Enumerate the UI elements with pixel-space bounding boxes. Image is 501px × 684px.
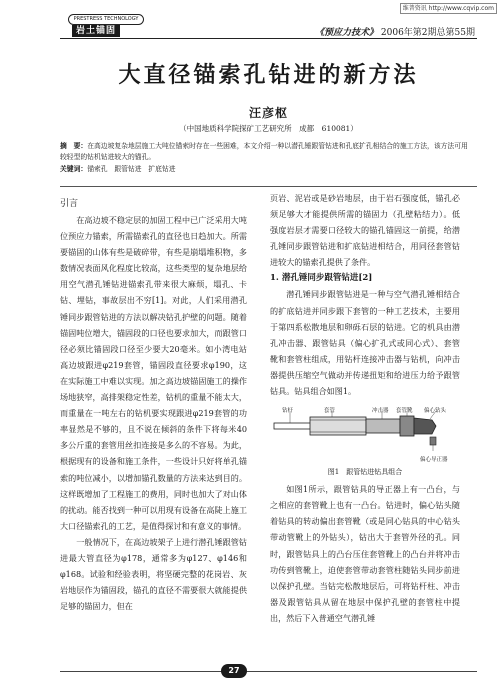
keywords-text: 锚索孔 跟管钻进 扩底钻进 xyxy=(87,165,176,173)
watermark: 维普资讯 http://www.cqvip.com xyxy=(400,3,497,14)
issue-info: 2006年第2期总第55期 xyxy=(380,28,475,38)
figure-label-guide: 偏心导正器 xyxy=(420,457,448,464)
footer-rule xyxy=(60,671,477,672)
intro-paragraph-1: 在高边坡不稳定层的加固工程中已广泛采用大吨位预应力锚索，所需锚索孔的直径也日趋加大。所需要锚固的山体有些是破碎带，有些是崩塌堆积物，多数情况表面风化程度比较高，这些类型的复杂地层给用空气潜孔锤钻进锚索孔带来很大麻烦，塌孔、卡钻、埋钻，事故层出不穷[1]。对此，人们采用潜孔锤同步跟管钻进的方法以解决钻孔护壁的问题。随着锚固吨位增大，锚固段的口径也要求加大，而跟管口径必须比锚固段口径至少要大20毫米。如小湾电站高边坡跟进φ219套管，锚固段直径要求φ190，这在实际施工中难以实现。加之高边坡锚固施工的操作场地狭窄，高排架稳定性差，钻机的重量不能太大，而重量在一吨左右的钻机要实现跟进φ219套管的功率显然是不够的，且不说在倾斜的条件下将每米40多公斤重的套管用丝扣连接是多么的不容易。为此，根据现有的设备和施工条件，一些设计只好将单孔锚索的吨位减小，以增加锚孔数量的方法来达到目的。这样既增加了工程施工的费用，同时也加大了对山体的扰动。能否找到一种可以用现有设备在高陡上施工大口径锚索孔的工艺，是值得探讨和有意义的事情。 xyxy=(60,215,247,531)
intro-paragraph-2: 一般情况下，在高边坡架子上进行潜孔锤跟管钻进最大管直径为φ178，通常多为φ127、φ146和φ168。试验和经验表明，将坚硬完整的花岗岩、灰岩地层作为锚固段，锚孔的直径不需要很大就能提供足够的锚固力，但在 xyxy=(60,536,247,612)
figure-1-caption: 图1 跟管钻进钻具组合 xyxy=(327,468,403,477)
article-title: 大直径锚索孔钻进的新方法 xyxy=(118,62,419,88)
keywords xyxy=(60,164,471,175)
right-column xyxy=(270,190,460,626)
abstract-text: 在高边坡复杂地层施工大吨位锚索时存在一些困难，本文介绍一种以潜孔锤跟管钻进和孔底扩孔相结合的施工方法，该方法可用较轻型的钻机钻进较大的锚孔。 xyxy=(60,142,468,161)
section-1-paragraph-1: 潜孔锤同步跟管钻进是一种与空气潜孔锤相结合的扩底钻进并同步跟下套管的一种工艺技术，主要用于第四系松散地层和卵砾石层的钻进。它的机具由潜孔冲击器、跟管钻具（偏心扩孔式或同心式）、套管靴和套管柱组成，用钻杆连接冲击器与钻机，向冲击器提供压缩空气做动并传递扭矩和给进压力给予跟管钻具。钻具组合如图1。 xyxy=(270,289,460,397)
figure-label-rod: 钻杆 xyxy=(282,408,294,415)
section-1-paragraph-2: 如图1所示，跟管钻具的导正器上有一凸台，与之相应的套管靴上也有一凸台。钻进时，偏心钻头随着钻具的转动偏出套管靴（或是同心钻具的中心钻头带动管靴上的外钻头），钻出大于套管外径的孔。同时，跟管钻具上的凸台压住套管靴上的凸台并将冲击功传到管靴上，迫使套管带动套管柱随钻头同步前进以保护孔壁。当钻完松散地层后，可将钻杆柱、冲击器及跟管钻具从留在地层中保护孔壁的套管柱中提出，然后下入普通空气潜孔锤 xyxy=(270,484,460,623)
figure-label-shoe: 套管靴 xyxy=(396,408,413,415)
logo-column-name: 岩土锚固 xyxy=(72,25,120,37)
figure-label-hammer: 冲击器 xyxy=(372,408,389,415)
abstract-rule xyxy=(60,186,477,187)
continued-paragraph: 页岩、泥岩或是砂岩地层，由于岩石强度低，锚孔必须足够大才能提供所需的锚固力（孔壁粘结力）。低强度岩层才需要口径较大的锚孔锚固这一前提，给潜孔锤同步跟管钻进和扩底钻进相结合，用同径套管钻进较大的锚索孔提供了条件。 xyxy=(270,193,460,268)
figure-label-bit: 偏心钻头 xyxy=(424,408,447,415)
abstract-block xyxy=(60,141,471,175)
section-heading-1: 1. 潜孔锤同步跟管钻进[2] xyxy=(270,273,373,284)
page-number: 27 xyxy=(221,664,247,678)
keywords-label: 关键词： xyxy=(60,165,88,173)
left-column xyxy=(60,196,247,614)
journal-issue xyxy=(315,25,475,38)
figure-1 xyxy=(270,401,460,465)
article-author: 汪彦枢 xyxy=(248,106,288,120)
figure-label-casing: 套管 xyxy=(324,408,336,415)
header-rule xyxy=(60,38,477,39)
logo-tag: PRESTRESS TECHNOLOGY xyxy=(68,14,144,25)
abstract xyxy=(60,141,471,163)
author-affiliation: （中国地质科学院探矿工艺研究所 成都 610081） xyxy=(179,124,358,133)
journal-name: 《预应力技术》 xyxy=(315,28,379,38)
journal-logo xyxy=(62,14,152,38)
abstract-label: 摘 要： xyxy=(60,142,88,150)
section-heading-intro: 引言 xyxy=(60,199,79,209)
